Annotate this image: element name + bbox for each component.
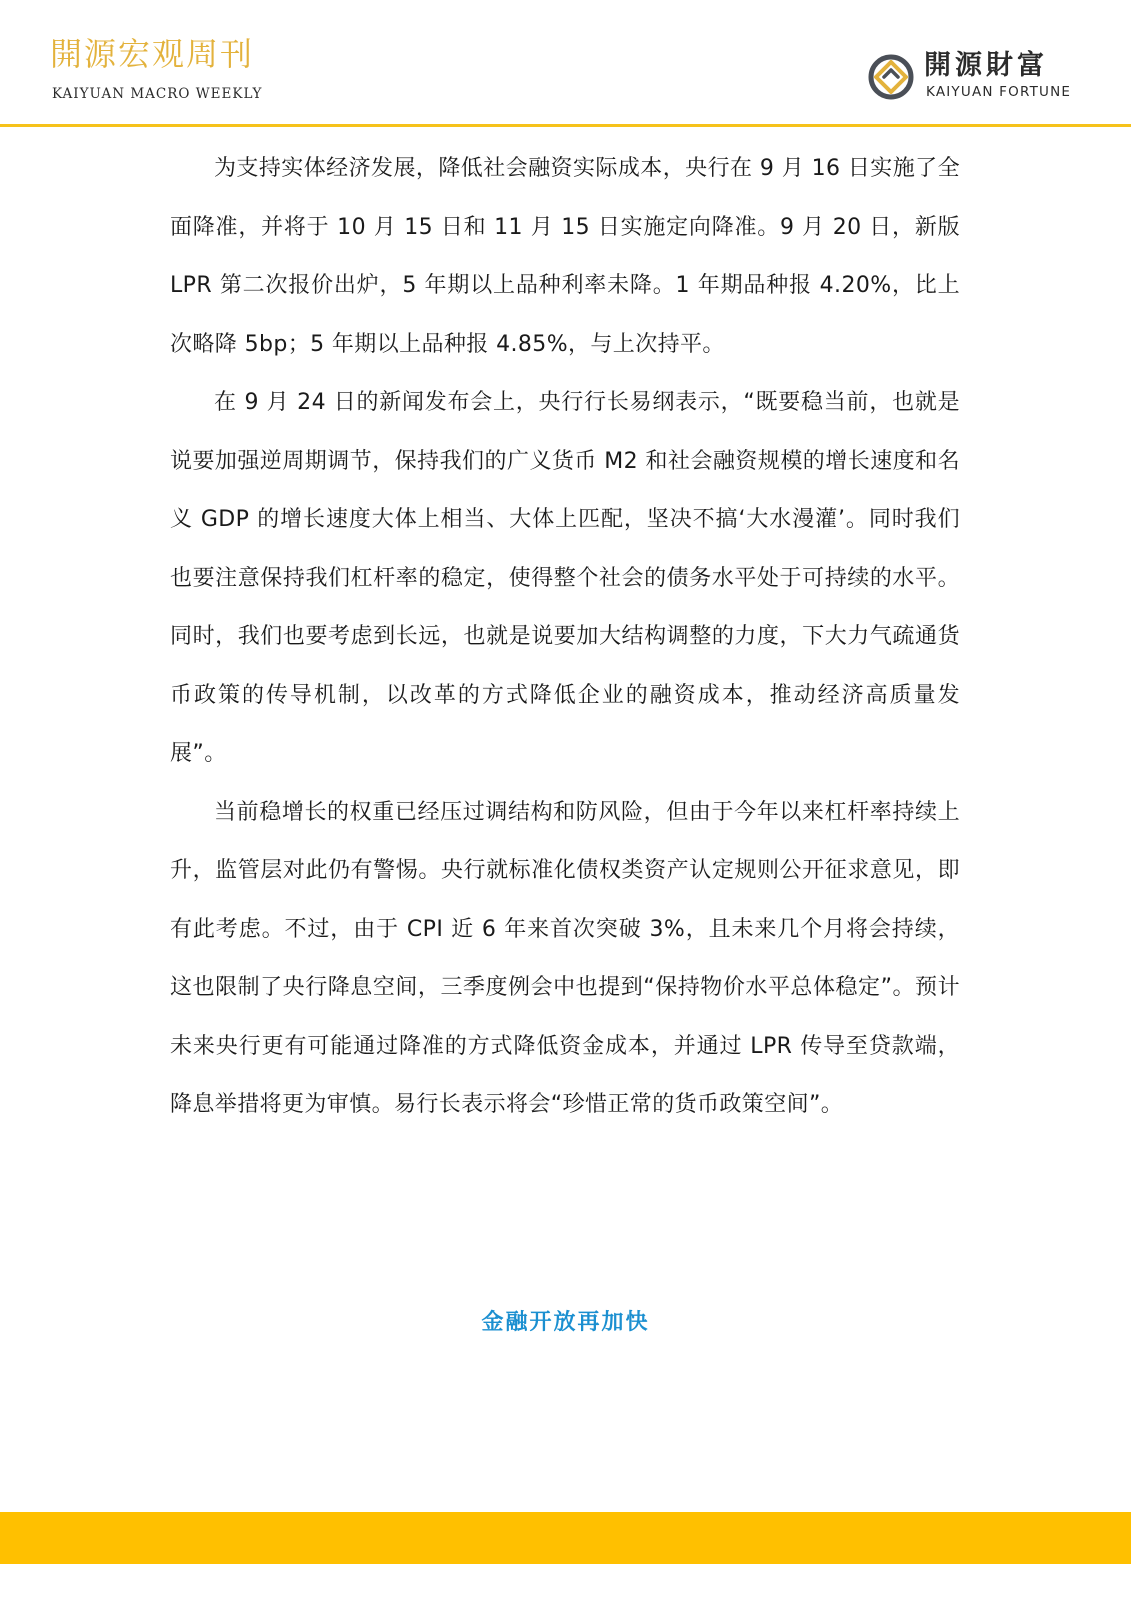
paragraph-governor-remarks: 在 9 月 24 日的新闻发布会上，央行行长易纲表示，“既要稳当前，也就是说要加强逆周期调节，保持我们的广义货币 M2 和社会融资规模的增长速度和名义 GDP 的增长速度大体上相当、大体上匹配，坚决不搞‘大水漫灌’。同时我们也要注意保持我们杠杆率的稳定，使得整个社会的债务水平处于可持续的水平。同时，我们也要考虑到长远，也就是说要加大结构调整的力度，下大力气疏通货币政策的传导机制，以改革的方式降低企业的融资成本，推动经济高质量发展”。 <box>170 390 960 766</box>
paragraph-rrr-cut: 为支持实体经济发展，降低社会融资实际成本，央行在 9 月 16 日实施了全面降准，并将于 10 月 15 日和 11 月 15 日实施定向降准。9 月 20 日，新版 LPR 第二次报价出炉，5 年期以上品种利率未降。1 年期品种报 4.20%，比上次略降 5bp；5 年期以上品种报 4.85%，与上次持平。 <box>170 156 960 357</box>
footer-bar <box>0 1512 1131 1564</box>
publication-title: 開源宏观周刊 <box>50 35 255 73</box>
page-header <box>0 0 1131 126</box>
publication-subtitle: KAIYUAN MACRO WEEKLY <box>52 86 263 102</box>
article-body <box>170 140 960 1135</box>
kaiyuan-fortune-logo <box>866 52 1086 106</box>
logo-name-en: KAIYUAN FORTUNE <box>926 84 1072 100</box>
section-heading: 金融开放再加快 <box>481 1310 650 1335</box>
paragraph-policy-outlook: 当前稳增长的权重已经压过调结构和防风险，但由于今年以来杠杆率持续上升，监管层对此仍有警惕。央行就标准化债权类资产认定规则公开征求意见，即有此考虑。不过，由于 CPI 近 6 年来首次突破 3%，且未来几个月将会持续，这也限制了央行降息空间，三季度例会中也提到“保持物价水平总体稳定”。预计未来央行更有可能通过降准的方式降低资金成本，并通过 LPR 传导至贷款端，降息举措将更为审慎。易行长表示将会“珍惜正常的货币政策空间”。 <box>170 799 960 1117</box>
logo-name-cn: 開源財富 <box>924 50 1048 81</box>
header-divider <box>0 124 1131 127</box>
kaiyuan-logo-mark-icon <box>866 52 916 102</box>
